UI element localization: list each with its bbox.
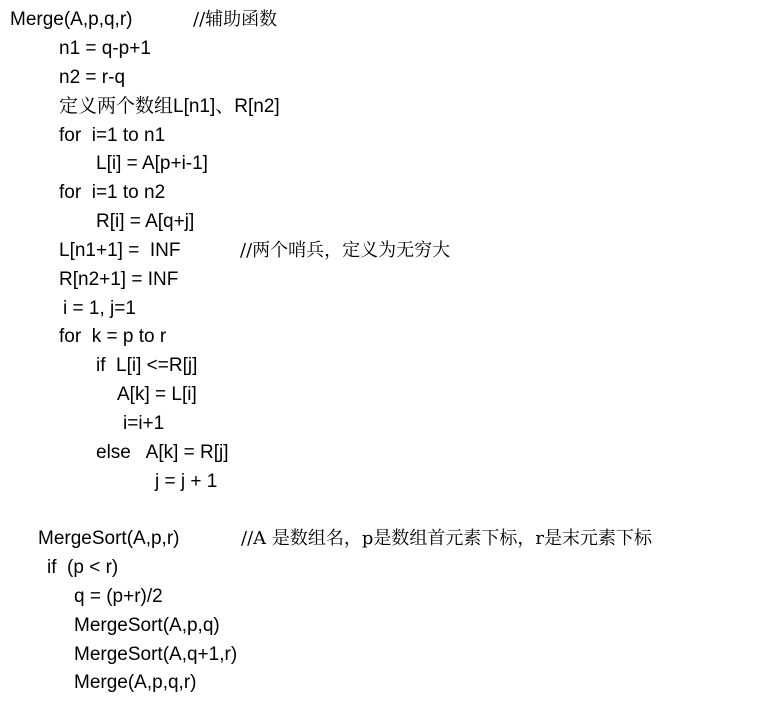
mergesort-function-header: MergeSort(A,p,r) bbox=[38, 528, 180, 549]
code-line-if-compare: if L[i] <=R[j] bbox=[96, 355, 198, 376]
code-line-copy-right: R[i] = A[q+j] bbox=[96, 211, 195, 232]
code-line-for-k: for k = p to r bbox=[59, 326, 167, 347]
code-line-increment-i: i=i+1 bbox=[123, 413, 165, 434]
code-line-n2: n2 = r-q bbox=[59, 67, 126, 88]
code-line-left-sentinel: L[n1+1] = INF bbox=[59, 240, 181, 261]
code-line-midpoint: q = (p+r)/2 bbox=[74, 586, 163, 607]
code-line-if-p-lt-r: if (p < r) bbox=[47, 557, 119, 578]
merge-function-header: Merge(A,p,q,r) bbox=[10, 9, 133, 30]
code-line-sort-left: MergeSort(A,p,q) bbox=[74, 615, 220, 636]
code-line-merge-call: Merge(A,p,q,r) bbox=[74, 672, 197, 693]
code-line-assign-left: A[k] = L[i] bbox=[117, 384, 197, 405]
merge-header-comment: //辅助函数 bbox=[193, 9, 278, 30]
code-line-init-indices: i = 1, j=1 bbox=[63, 298, 136, 319]
code-line-for-i-n1: for i=1 to n1 bbox=[59, 125, 166, 146]
mergesort-header-comment: //A 是数组名，p是数组首元素下标，r是末元素下标 bbox=[241, 528, 652, 549]
code-line-copy-left: L[i] = A[p+i-1] bbox=[96, 153, 208, 174]
code-line-for-i-n2: for i=1 to n2 bbox=[59, 182, 166, 203]
code-line-sort-right: MergeSort(A,q+1,r) bbox=[74, 644, 238, 665]
code-line-n1: n1 = q-p+1 bbox=[59, 38, 151, 59]
code-line-else-assign-right: else A[k] = R[j] bbox=[96, 442, 229, 463]
code-line-right-sentinel: R[n2+1] = INF bbox=[59, 269, 179, 290]
sentinel-comment: //两个哨兵，定义为无穷大 bbox=[240, 240, 451, 261]
code-line-define-arrays: 定义两个数组L[n1]、R[n2] bbox=[59, 96, 280, 117]
code-line-increment-j: j = j + 1 bbox=[155, 471, 218, 492]
